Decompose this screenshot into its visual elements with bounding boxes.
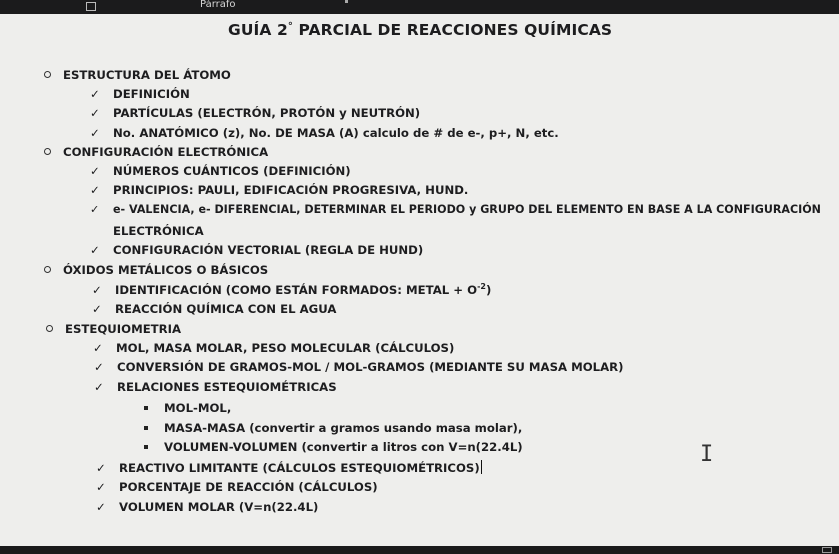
list-item: ✓ e- VALENCIA, e- DIFERENCIAL, DETERMINAR EL PERIODO y GRUPO DEL ELEMENTO EN BASE A LA CONFIGURACIÓN <box>90 203 821 216</box>
section-heading: ÓXIDOS METÁLICOS O BÁSICOS <box>44 263 268 277</box>
ribbon-group-label: Párrafo <box>200 0 236 10</box>
text-cursor-icon: I <box>700 442 714 467</box>
check-icon: ✓ <box>90 106 100 120</box>
check-icon: ✓ <box>90 203 100 216</box>
list-item: ✓ NÚMEROS CUÁNTICOS (DEFINICIÓN) <box>90 164 351 178</box>
square-bullet-icon <box>144 406 148 410</box>
list-item: ✓ VOLUMEN MOLAR (V=n(22.4L) <box>96 500 319 514</box>
list-item: ✓ REACTIVO LIMITANTE (CÁLCULOS ESTEQUIOMÉTRICOS) <box>96 461 480 475</box>
section-heading: ESTEQUIOMETRIA <box>46 322 181 336</box>
check-icon: ✓ <box>94 380 104 394</box>
sub-list-item: MOL-MOL, <box>144 401 231 415</box>
sub-list-item: MASA-MASA (convertir a gramos usando masa molar), <box>144 421 522 435</box>
circle-bullet-icon <box>44 148 51 155</box>
circle-bullet-icon <box>44 266 51 273</box>
list-item: ✓ CONVERSIÓN DE GRAMOS-MOL / MOL-GRAMOS (MEDIANTE SU MASA MOLAR) <box>94 360 624 374</box>
list-item: ✓ PARTÍCULAS (ELECTRÓN, PROTÓN y NEUTRÓN) <box>90 106 421 120</box>
list-item: ✓ CONFIGURACIÓN VECTORIAL (REGLA DE HUND) <box>90 243 424 257</box>
check-icon: ✓ <box>96 480 106 494</box>
section-heading: ESTRUCTURA DEL ÁTOMO <box>44 68 231 82</box>
check-icon: ✓ <box>96 461 106 475</box>
list-item: ✓ MOL, MASA MOLAR, PESO MOLECULAR (CÁLCULOS) <box>93 341 455 355</box>
check-icon: ✓ <box>94 360 104 374</box>
dialog-launcher-icon[interactable] <box>86 2 96 11</box>
view-mode-icon[interactable] <box>822 547 832 553</box>
ribbon-divider <box>345 0 348 3</box>
check-icon: ✓ <box>92 282 102 297</box>
sub-list-item: VOLUMEN-VOLUMEN (convertir a litros con V=n(22.4L) <box>144 440 523 454</box>
check-icon: ✓ <box>90 126 100 140</box>
text-caret <box>481 460 482 474</box>
check-icon: ✓ <box>90 87 100 101</box>
document-title: GUÍA 2° PARCIAL DE REACCIONES QUÍMICAS <box>228 21 613 39</box>
status-bar <box>0 546 839 554</box>
list-item: ✓ PRINCIPIOS: PAULI, EDIFICACIÓN PROGRESIVA, HUND. <box>90 183 469 197</box>
check-icon: ✓ <box>90 243 100 257</box>
list-item: ✓ PORCENTAJE DE REACCIÓN (CÁLCULOS) <box>96 480 378 494</box>
check-icon: ✓ <box>96 500 106 514</box>
check-icon: ✓ <box>93 341 103 355</box>
list-item: ✓ No. ANATÓMICO (z), No. DE MASA (A) calculo de # de e-, p+, N, etc. <box>90 126 559 140</box>
circle-bullet-icon <box>44 71 51 78</box>
square-bullet-icon <box>144 426 148 430</box>
list-item-continuation: ELECTRÓNICA <box>113 224 204 238</box>
list-item: ✓ IDENTIFICACIÓN (COMO ESTÁN FORMADOS: METAL + $O^{-2}$) <box>92 282 492 297</box>
square-bullet-icon <box>144 445 148 449</box>
circle-bullet-icon <box>46 325 53 332</box>
check-icon: ✓ <box>92 302 102 316</box>
list-item: ✓ DEFINICIÓN <box>90 87 190 101</box>
list-item: ✓ RELACIONES ESTEQUIOMÉTRICAS <box>94 380 337 394</box>
ribbon-bar <box>0 0 839 14</box>
list-item: ✓ REACCIÓN QUÍMICA CON EL AGUA <box>92 302 337 316</box>
check-icon: ✓ <box>90 183 100 197</box>
check-icon: ✓ <box>90 164 100 178</box>
section-heading: CONFIGURACIÓN ELECTRÓNICA <box>44 145 268 159</box>
